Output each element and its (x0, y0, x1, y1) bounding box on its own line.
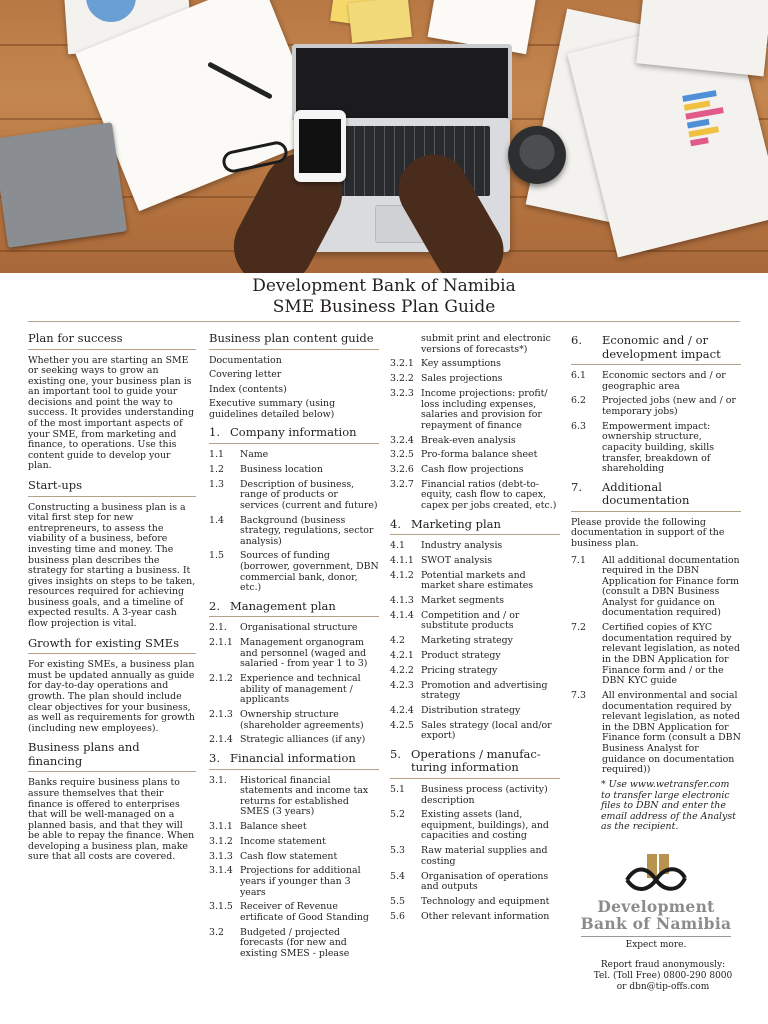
list-item: 2.1.4 Strategic alliances (if any) (209, 734, 366, 746)
guide-line: Covering letter (209, 369, 282, 381)
list-item: 3.1.3 Cash flow statement (209, 850, 338, 862)
hero-photo (0, 0, 768, 273)
list-item: 7.1 All additional documentation required in the DBN Application for Finance form (consult a DBN Business Analyst for guidance on documentation required) (571, 554, 740, 619)
text-growth: For existing SMEs, a business plan must be updated annually as guide for day-to-day operations and growth. The plan should include clear objectives for your business, as well as requirements for growth (including new employees). (28, 659, 195, 734)
list-item: 5.5 Technology and equipment (390, 896, 550, 907)
list-item: 1.4 Background (business strategy, regulations, sector analysis) (209, 514, 374, 547)
heading-growth: Growth for existing SMEs (28, 637, 196, 655)
list-item: 4.2.5 Sales strategy (local and/or export) (390, 719, 552, 742)
list-item: 2.1. Organisational structure (209, 622, 358, 634)
column-content-guide (209, 332, 379, 964)
paper-sheet (636, 0, 768, 76)
list-item: 5.2 Existing assets (land, equipment, buildings), and capacities and costing (390, 809, 549, 842)
list-item: 3.1.2 Income statement (209, 835, 326, 847)
text-financing: Banks require business plans to assure themselves that their finance is offered to enterprises that will be well-managed on a planned basis, and that they will be able to repay the finance. When developing a business plan, make sure that all costs are covered. (28, 777, 195, 863)
list-item: 1.3 Description of business, range of products or services (current and future) (209, 478, 378, 511)
list-item: 1.2 Business location (209, 463, 323, 475)
smartphone (294, 110, 346, 182)
list-item: 3.2.4 Break-even analysis (390, 434, 516, 446)
section-1-heading: 1. Company information (209, 426, 379, 444)
list-item: 4.1.1 SWOT analysis (390, 554, 493, 566)
list-item: 2.1.2 Experience and technical ability of management / applicants (209, 673, 361, 706)
section-5-heading: 5. Operations / manufac-turing information (390, 748, 560, 779)
fraud-hotline: Report fraud anonymously: Tel. (Toll Free) 0800-290 8000 or dbn@tip-offs.com (593, 960, 733, 992)
list-item: 6.1 Economic sectors and / or geographic area (571, 370, 726, 392)
column-plan-sections (390, 334, 560, 927)
text-start-ups: Constructing a business plan is a vital first step for new entrepreneurs, to assess the viability of a business, before investing time and money. The business plan describes the strategy for starting a business. It gives insights on steps to be taken, resources required for achieving business goals, and a timeline of expected results. A 3-year cash flow projection is vital. (28, 501, 196, 630)
guide-line: Executive summary (using guidelines detailed below) (209, 398, 336, 420)
list-item: 1.1 Name (209, 448, 269, 460)
list-item: 5.1 Business process (activity) description (390, 783, 548, 806)
heading-content-guide: Business plan content guide (209, 332, 379, 350)
laptop-screen (292, 44, 512, 120)
list-item: 5.3 Raw material supplies and costing (390, 845, 548, 867)
list-item-continued: submit print and electronic versions of forecasts*) (421, 333, 551, 355)
logo-divider (581, 936, 731, 937)
sticky-note (348, 0, 412, 43)
list-item: 3.2.6 Cash flow projections (390, 464, 524, 476)
grey-notebook (0, 122, 127, 248)
logo-tagline: Expect more. (625, 940, 687, 950)
logo-wordmark: Development Bank of Namibia (580, 897, 732, 933)
list-item: 5.4 Organisation of operations and outputs (390, 870, 549, 893)
list-item: 3.1.1 Balance sheet (209, 821, 307, 833)
heading-financing: Business plans and financing (28, 741, 196, 772)
guide-line: Documentation (209, 354, 282, 366)
list-item: 4.2 Marketing strategy (390, 635, 513, 647)
section-2-heading: 2. Management plan (209, 600, 379, 618)
section-3-heading: 3. Financial information (209, 752, 379, 770)
list-item: 1.5 Sources of funding (borrower, government, DBN commercial bank, donor, etc.) (209, 550, 379, 594)
wetransfer-note: * Use www.wetransfer.com to transfer large electronic files to DBN and enter the email address of the Analyst as the recipient. (601, 778, 736, 833)
list-item: 3.2.3 Income projections: profit/ loss including expenses, salaries and provision for repayment of finance (390, 387, 548, 431)
list-item: 3.2.7 Financial ratios (debt-to-equity, cash flow to capex, capex per jobs created, etc.) (390, 478, 557, 512)
title-line-2: SME Business Plan Guide (272, 297, 496, 317)
list-item: 3.1.5 Receiver of Revenue ertificate of Good Standing (209, 901, 369, 923)
list-item: 4.1.4 Competition and / or substitute products (390, 609, 520, 632)
heading-start-ups: Start-ups (28, 479, 196, 497)
page-title (0, 276, 768, 318)
heading-plan-for-success: Plan for success (28, 332, 196, 350)
column-impact-docs (571, 334, 741, 833)
coffee-cup (508, 126, 566, 184)
list-item: 3.2.1 Key assumptions (390, 358, 501, 370)
list-item: 6.2 Projected jobs (new and / or temporary jobs) (571, 395, 736, 417)
list-item: 4.2.4 Distribution strategy (390, 704, 521, 716)
list-item: 4.2.1 Product strategy (390, 650, 501, 661)
section-6-heading: 6. Economic and / or development impact (571, 334, 741, 365)
section-7-intro: Please provide the following documentation in support of the business plan. (571, 516, 725, 549)
dbn-logo-block (571, 852, 741, 992)
column-intro (28, 332, 196, 870)
list-item: 3.2.2 Sales projections (390, 373, 503, 385)
list-item: 5.6 Other relevant information (390, 910, 550, 922)
list-item: 7.3 All environmental and social documentation required by relevant legislation, as noted in the DBN Application for Finance form (consult a DBN Business Analyst for guidance on documentation required)) (571, 690, 741, 776)
list-item: 3.2.5 Pro-forma balance sheet (390, 449, 538, 461)
text-plan-for-success: Whether you are starting an SME or seeking ways to grow an existing one, your business plan is an important tool to guide your decisions and point the way to success. It provides understanding of the most important aspects of your SME, from marketing and finance, to operations. Use this content guide to develop your plan. (28, 354, 195, 472)
list-item: 2.1.1 Management organogram and personnel (waged and salaried - from year 1 to 3) (209, 637, 368, 670)
guide-line: Index (contents) (209, 383, 287, 395)
title-line-1: Development Bank of Namibia (252, 276, 516, 296)
list-item: 7.2 Certified copies of KYC documentation required by relevant legislation, as noted in the DBN Application for Finance form and / or the DBN KYC guide (571, 622, 740, 687)
list-item: 4.2.2 Pricing strategy (390, 664, 498, 676)
dbn-logo-icon (621, 852, 691, 892)
list-item: 4.1 Industry analysis (390, 540, 503, 552)
list-item: 4.2.3 Promotion and advertising strategy (390, 679, 548, 702)
list-item: 3.2 Budgeted / projected forecasts (for new and existing SMES - please (209, 926, 350, 959)
list-item: 3.1. Historical financial statements and income tax returns for established SMES (3 years) (209, 774, 369, 818)
list-item: 6.3 Empowerment impact: ownership structure, capacity building, skills transfer, breakdown of shareholding (571, 420, 715, 475)
section-7-heading: 7. Additional documentation (571, 481, 741, 512)
title-divider (28, 321, 740, 322)
section-4-heading: 4. Marketing plan (390, 518, 560, 536)
list-item: 4.1.3 Market segments (390, 595, 505, 607)
list-item: 3.1.4 Projections for additional years if younger than 3 years (209, 865, 361, 898)
list-item: 4.1.2 Potential markets and market share estimates (390, 569, 534, 592)
list-item: 2.1.3 Ownership structure (shareholder agreements) (209, 709, 364, 731)
